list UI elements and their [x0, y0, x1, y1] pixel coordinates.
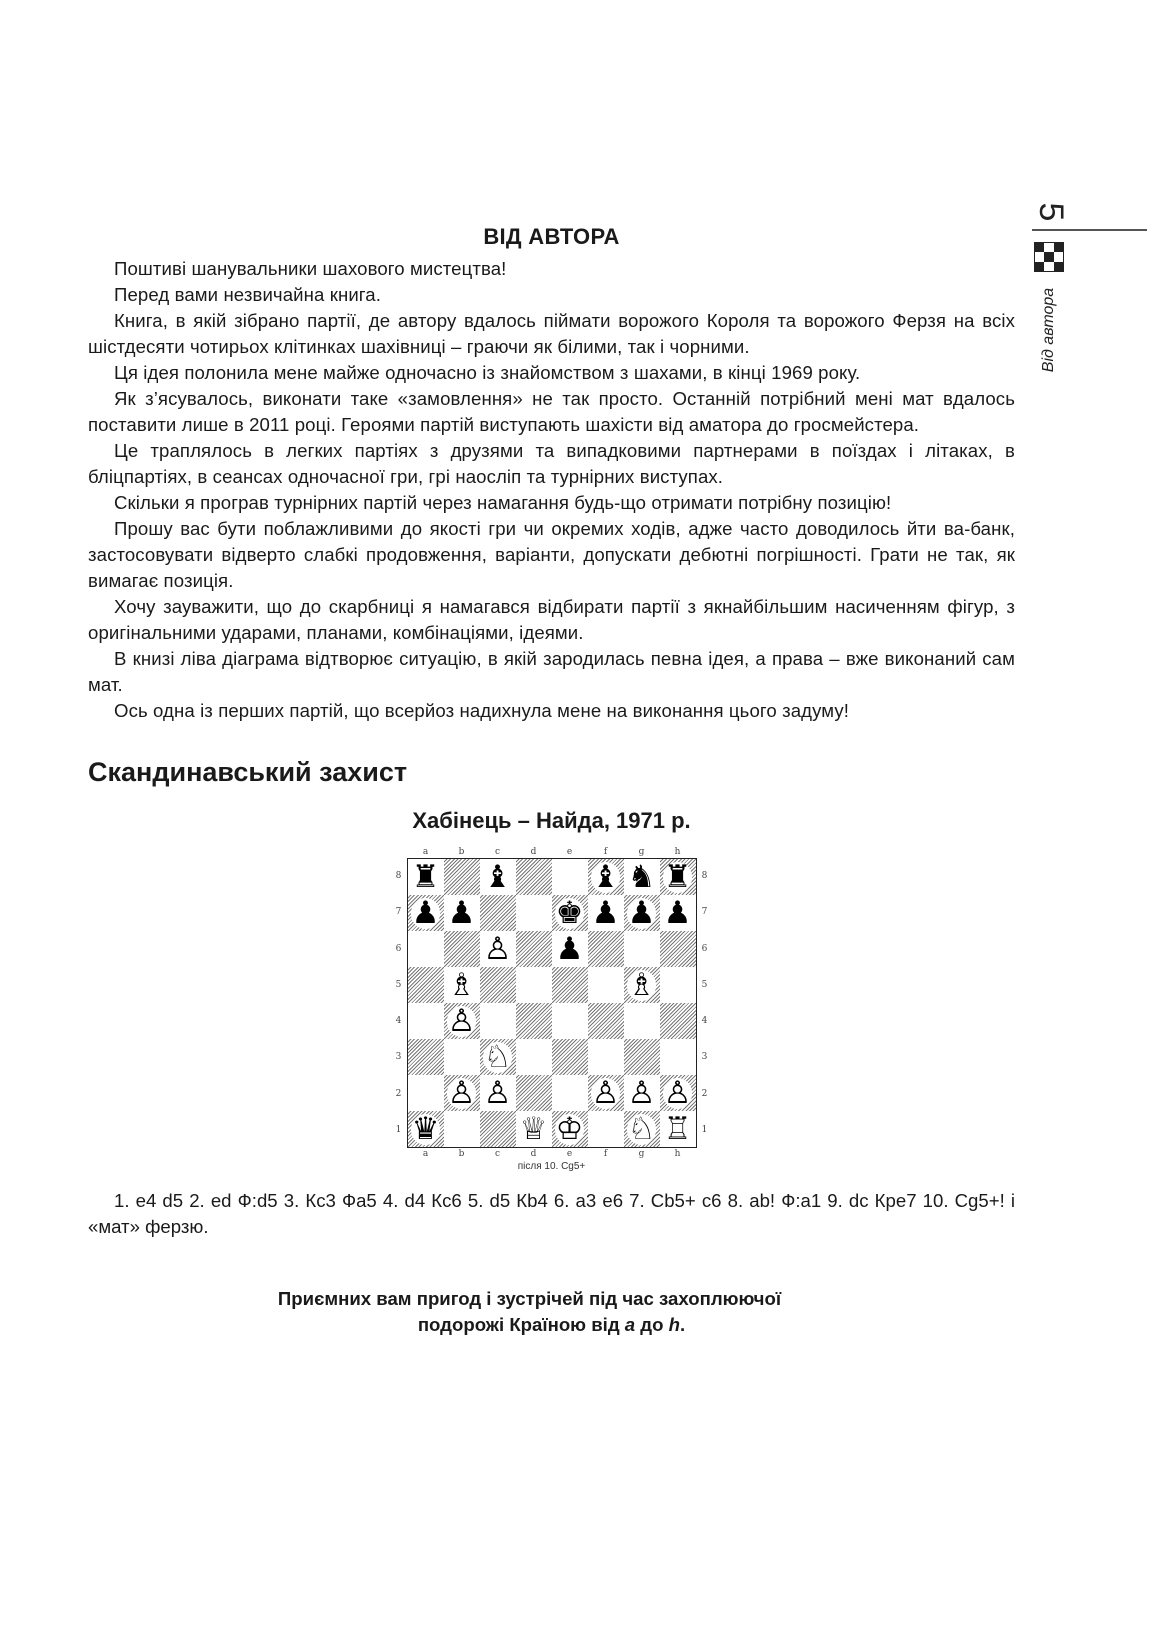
file-label: h	[674, 1149, 681, 1159]
board-square-a1	[408, 1111, 444, 1147]
board-square-a4	[408, 1003, 444, 1039]
paragraph: Поштиві шанувальники шахового мистецтва!	[114, 258, 507, 279]
chess-piece-icon: ♟	[663, 894, 692, 931]
board-square-e3	[552, 1039, 588, 1075]
board-square-d4	[516, 1003, 552, 1039]
rank-label: 3	[701, 1052, 708, 1063]
board-square-b3	[444, 1039, 480, 1075]
board-square-h7	[660, 895, 696, 931]
rank-labels-left	[391, 858, 407, 1148]
closing-text: .	[680, 1314, 686, 1335]
chess-piece-icon: ♚	[555, 894, 584, 931]
board-square-c2	[480, 1075, 516, 1111]
chess-piece-icon: ♖	[663, 1110, 692, 1147]
board-square-d2	[516, 1075, 552, 1111]
chess-piece-icon: ♟	[627, 894, 656, 931]
board-square-b1	[444, 1111, 480, 1147]
chess-piece-icon: ♗	[447, 966, 476, 1003]
board-square-h6	[660, 931, 696, 967]
board-square-e1	[552, 1111, 588, 1147]
board-square-g5	[624, 967, 660, 1003]
paragraph: Прошу вас бути поблажливими до якості гри чи окремих ходів, адже часто доводилось йти ва-банк, застосовувати відверто слабкі продовження, варіанти, допускати дебютні погрішності. Грати не так, як вимагає позиція.	[88, 518, 1015, 591]
file-labels-bottom	[408, 1148, 696, 1160]
board-square-h5	[660, 967, 696, 1003]
game-moves: 1. e4 d5 2. ed Ф:d5 3. Кc3 Фa5 4. d4 Кc6 5. d5 Кb4 6. a3 e6 7. Сb5+ c6 8. ab! Ф:a1 9. dc Кре7 10. Cg5+! і «мат» ферзю.	[88, 1190, 1015, 1237]
chess-piece-icon: ♟	[591, 894, 620, 931]
rank-label: 1	[701, 1124, 708, 1135]
board-square-d7	[516, 895, 552, 931]
board-square-f5	[588, 967, 624, 1003]
chess-piece-icon: ♞	[627, 858, 656, 895]
section-label: Від автора	[1040, 287, 1057, 373]
board-square-c7	[480, 895, 516, 931]
board-square-d5	[516, 967, 552, 1003]
board-square-c3	[480, 1039, 516, 1075]
board-square-h1	[660, 1111, 696, 1147]
board-square-a8	[408, 859, 444, 895]
board-square-e4	[552, 1003, 588, 1039]
closing-wish	[88, 1286, 1015, 1338]
board-square-e5	[552, 967, 588, 1003]
paragraph: В книзі ліва діаграма відтворює ситуацію, в якій зародилась певна ідея, а права – вже виконаний сам мат.	[88, 648, 1015, 695]
file-label: b	[458, 847, 465, 857]
board-square-c4	[480, 1003, 516, 1039]
board-square-b4	[444, 1003, 480, 1039]
file-label: c	[494, 847, 501, 857]
file-label: a	[422, 847, 429, 857]
paragraph: Як з’ясувалось, виконати таке «замовлення» не так просто. Останній потрібний мені мат вдалось поставити лише в 2011 році. Героями партій виступають шахісти від аматора до гросмейстера.	[88, 388, 1015, 435]
board-square-h3	[660, 1039, 696, 1075]
rank-label: 6	[701, 943, 708, 954]
board-square-e7	[552, 895, 588, 931]
board-square-g7	[624, 895, 660, 931]
file-label: h	[674, 847, 681, 857]
chess-piece-icon: ♜	[411, 858, 440, 895]
closing-line-2	[88, 1312, 1015, 1338]
board-square-e6	[552, 931, 588, 967]
chess-piece-icon: ♝	[483, 858, 512, 895]
rank-label: 6	[395, 943, 402, 954]
board-square-f8	[588, 859, 624, 895]
rank-label: 5	[701, 979, 708, 990]
file-label: c	[494, 1149, 501, 1159]
paragraph: Перед вами незвичайна книга.	[114, 284, 381, 305]
board-square-g8	[624, 859, 660, 895]
board-square-c5	[480, 967, 516, 1003]
board-square-d6	[516, 931, 552, 967]
file-label: e	[566, 847, 573, 857]
chess-piece-icon: ♙	[627, 1074, 656, 1111]
rank-label: 7	[395, 907, 402, 918]
file-label: g	[638, 847, 645, 857]
checkerboard-icon	[1034, 242, 1064, 272]
chess-piece-icon: ♙	[447, 1002, 476, 1039]
board-square-b2	[444, 1075, 480, 1111]
paragraph: Ось одна із перших партій, що всерйоз надихнула мене на виконання цього задуму!	[114, 700, 850, 721]
board-square-b6	[444, 931, 480, 967]
chess-piece-icon: ♟	[447, 894, 476, 931]
game-title: Хабінець – Найда, 1971 р.	[412, 808, 691, 833]
page-title: ВІД АВТОРА	[483, 224, 620, 249]
rank-label: 2	[701, 1088, 708, 1099]
file-label: f	[603, 847, 608, 857]
chess-diagram	[391, 846, 713, 1174]
board-square-c1	[480, 1111, 516, 1147]
chess-piece-icon: ♕	[519, 1110, 548, 1147]
page-number: 5	[1032, 202, 1070, 222]
closing-file-a: a	[624, 1314, 636, 1335]
board-square-h2	[660, 1075, 696, 1111]
board-square-b5	[444, 967, 480, 1003]
chess-piece-icon: ♙	[447, 1074, 476, 1111]
margin-rule	[1032, 229, 1147, 231]
chess-piece-icon: ♙	[663, 1074, 692, 1111]
board-square-a6	[408, 931, 444, 967]
intro-text	[88, 256, 1015, 724]
paragraph: Хочу зауважити, що до скарбниці я намагався відбирати партії з якнайбільшим насиченням фігур, з оригінальними ударами, планами, комбінаціями, ідеями.	[88, 596, 1015, 643]
file-label: b	[458, 1149, 465, 1159]
rank-label: 3	[395, 1052, 402, 1063]
diagram-caption: після 10. Cg5+	[517, 1161, 586, 1172]
paragraph: Книга, в якій зібрано партії, де автору вдалось піймати ворожого Короля та ворожого Ферзя на всіх шістдесяти чотирьох клітинках шахівниці – граючи як білими, так і чорними.	[88, 310, 1015, 357]
chess-piece-icon: ♙	[591, 1074, 620, 1111]
board-square-a2	[408, 1075, 444, 1111]
chess-piece-icon: ♙	[483, 1074, 512, 1111]
board-square-b7	[444, 895, 480, 931]
opening-title: Скандинавський захист	[88, 757, 408, 787]
file-label: d	[530, 1149, 537, 1159]
chess-piece-icon: ♟	[555, 930, 584, 967]
rank-label: 7	[701, 907, 708, 918]
rank-label: 4	[395, 1016, 402, 1027]
board-square-e2	[552, 1075, 588, 1111]
file-label: e	[566, 1149, 573, 1159]
closing-file-h: h	[668, 1314, 680, 1335]
rank-label: 2	[395, 1088, 402, 1099]
board-square-b8	[444, 859, 480, 895]
board-square-f3	[588, 1039, 624, 1075]
board-square-d3	[516, 1039, 552, 1075]
board-square-a3	[408, 1039, 444, 1075]
chess-piece-icon: ♗	[627, 966, 656, 1003]
file-label: g	[638, 1149, 645, 1159]
board-square-f7	[588, 895, 624, 931]
paragraph: Ця ідея полонила мене майже одночасно із знайомством з шахами, в кінці 1969 року.	[114, 362, 861, 383]
paragraph: Це траплялось в легких партіях з друзями та випадковими партнерами в поїздах і літаках, в бліцпартіях, в сеансах одночасної гри, грі наосліп та турнірних виступах.	[88, 440, 1015, 487]
chess-piece-icon: ♛	[411, 1110, 440, 1147]
board-square-g6	[624, 931, 660, 967]
chess-piece-icon: ♟	[411, 894, 440, 931]
file-label: d	[530, 847, 537, 857]
board-square-a7	[408, 895, 444, 931]
rank-labels-right	[697, 858, 713, 1148]
chess-piece-icon: ♙	[483, 930, 512, 967]
chess-piece-icon: ♘	[483, 1038, 512, 1075]
board-square-f2	[588, 1075, 624, 1111]
closing-line-1: Приємних вам пригод і зустрічей під час захоплюючої	[277, 1288, 782, 1309]
rank-label: 8	[395, 871, 402, 882]
closing-text: подорожі Країною від	[417, 1314, 625, 1335]
board-square-f6	[588, 931, 624, 967]
board-square-g1	[624, 1111, 660, 1147]
board-square-d1	[516, 1111, 552, 1147]
board-square-f1	[588, 1111, 624, 1147]
file-label: f	[603, 1149, 608, 1159]
board-square-c8	[480, 859, 516, 895]
file-labels-top	[408, 846, 696, 858]
chess-board	[407, 858, 697, 1148]
board-square-d8	[516, 859, 552, 895]
board-square-f4	[588, 1003, 624, 1039]
chess-piece-icon: ♔	[555, 1110, 584, 1147]
board-square-g2	[624, 1075, 660, 1111]
board-square-a5	[408, 967, 444, 1003]
chess-piece-icon: ♝	[591, 858, 620, 895]
board-square-h4	[660, 1003, 696, 1039]
page-content	[88, 222, 1015, 1338]
board-square-c6	[480, 931, 516, 967]
board-square-g3	[624, 1039, 660, 1075]
rank-label: 8	[701, 871, 708, 882]
board-square-g4	[624, 1003, 660, 1039]
closing-text: до	[635, 1314, 669, 1335]
rank-label: 4	[701, 1016, 708, 1027]
chess-piece-icon: ♘	[627, 1110, 656, 1147]
rank-label: 5	[395, 979, 402, 990]
board-square-e8	[552, 859, 588, 895]
paragraph: Скільки я програв турнірних партій через намагання будь-що отримати потрібну позицію!	[114, 492, 892, 513]
board-square-h8	[660, 859, 696, 895]
file-label: a	[422, 1149, 429, 1159]
chess-piece-icon: ♜	[663, 858, 692, 895]
rank-label: 1	[395, 1124, 402, 1135]
